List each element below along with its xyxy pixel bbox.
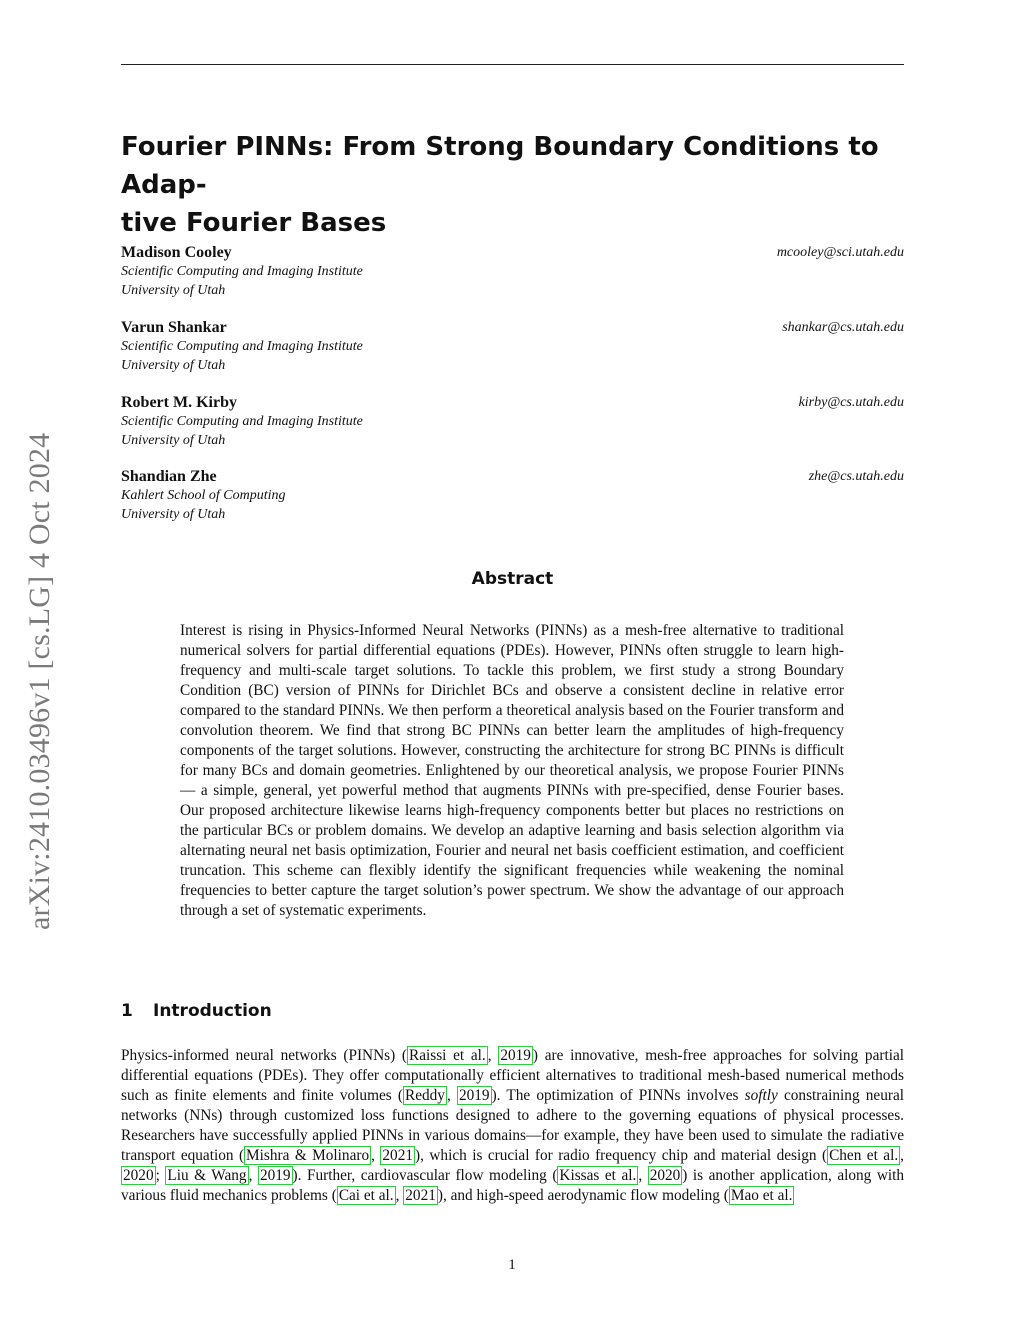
intro-text: ), which is crucial for radio frequency chip and material design ( [415,1147,828,1164]
intro-text: , [446,1087,457,1104]
intro-text: , [371,1147,381,1164]
intro-paragraph [121,1046,904,1206]
intro-text: ) is another application, along with various fluid mechanics problems ( [121,1167,905,1204]
citation-link[interactable]: 2021 [382,1147,413,1164]
citation-link[interactable]: Mishra & Molinaro [246,1147,370,1164]
paper-title [121,128,911,242]
intro-text: ). The optimization of PINNs involves [491,1087,745,1104]
author-block [121,467,904,524]
intro-text: , [248,1167,258,1184]
author-name: Shandian Zhe [121,468,217,485]
author-block [121,243,904,300]
citation-link[interactable]: 2020 [123,1167,154,1184]
author-affiliation: Kahlert School of Computing [121,488,286,503]
author-block [121,393,904,450]
arxiv-identifier: arXiv:2410.03496v1 [cs.LG] 4 Oct 2024 [23,432,56,930]
intro-emphasis: softly [744,1087,778,1104]
intro-text: , [900,1147,904,1164]
author-university: University of Utah [121,358,226,373]
top-rule [121,64,904,65]
intro-text: , [395,1187,404,1204]
citation-link[interactable]: Raissi et al. [409,1047,486,1064]
author-university: University of Utah [121,433,226,448]
intro-text: constraining neural networks (NNs) through customized loss functions designed to adhere to the governing equations of physical processes. Researchers have successfully applied PINNs in various domains—for example, they have been used to simulate the radiative transport equation ( [121,1087,904,1164]
citation-link[interactable]: 2019 [259,1167,291,1184]
citation-link[interactable]: Liu & Wang [167,1167,247,1184]
citation-link[interactable]: Cai et al. [338,1187,394,1204]
citation-link[interactable]: 2019 [500,1047,531,1064]
intro-text: ) are innovative, mesh-free approaches for solving partial differential equations (PDEs). They offer computationally efficient alternatives to traditional mesh-based numerical methods such as finite elements and finite volumes ( [121,1047,904,1104]
abstract-heading: Abstract [471,569,554,589]
title-line-1: Fourier PINNs: From Strong Boundary Conditions to Adap- [121,132,879,200]
section-title: Introduction [153,1001,272,1021]
author-email[interactable]: zhe@cs.utah.edu [808,469,904,484]
author-email[interactable]: mcooley@sci.utah.edu [776,245,904,260]
author-email[interactable]: shankar@cs.utah.edu [782,320,904,335]
author-affiliation: Scientific Computing and Imaging Institute [121,339,363,354]
citation-link[interactable]: 2019 [458,1087,490,1104]
intro-text: Physics-informed neural networks (PINNs) ( [121,1047,408,1064]
author-name: Varun Shankar [121,319,227,336]
author-affiliation: Scientific Computing and Imaging Institute [121,264,363,279]
citation-link[interactable]: 2020 [649,1167,681,1184]
author-affiliation: Scientific Computing and Imaging Institute [121,414,363,429]
intro-text: ). Further, cardiovascular flow modeling ( [292,1167,558,1184]
author-university: University of Utah [121,507,226,522]
citation-link[interactable]: Kissas et al. [559,1167,637,1184]
intro-text: , [487,1047,499,1064]
intro-text: ), and high-speed aerodynamic flow modeling ( [437,1187,729,1204]
section-heading [121,1001,272,1021]
citation-link[interactable]: Mao et al. [730,1187,793,1204]
citation-link[interactable]: Reddy [405,1087,445,1104]
intro-text: , [638,1167,648,1184]
author-block [121,318,904,375]
section-number: 1 [121,1001,133,1021]
citation-link[interactable]: Chen et al. [829,1147,899,1164]
citation-link[interactable]: 2021 [405,1187,436,1204]
abstract-text: Interest is rising in Physics-Informed Neural Networks (PINNs) as a mesh-free alternative to traditional numerical solvers for partial differential equations (PDEs). However, PINNs often struggle to learn high-frequency and multi-scale target solutions. To tackle this problem, we first study a strong Boundary Condition (BC) version of PINNs for Dirichlet BCs and observe a consistent decline in relative error compared to the standard PINNs. We then perform a theoretical analysis based on the Fourier transform and convolution theorem. We find that strong BC PINNs can better learn the amplitudes of high-frequency components of the target solutions. However, constructing the architecture for strong BC PINNs is difficult for many BCs and domain geometries. Enlightened by our theoretical analysis, we propose Fourier PINNs — a simple, general, yet powerful method that augments PINNs with pre-specified, dense Fourier bases. Our proposed architecture likewise learns high-frequency components better but places no restrictions on the particular BCs or problem domains. We develop an adaptive learning and basis selection algorithm via alternating neural net basis optimization, Fourier and neural net basis coefficient estimation, and coefficient truncation. This scheme can flexibly identify the significant frequencies while weakening the nominal frequencies to better capture the target solution’s power spectrum. We show the advantage of our approach through a set of systematic experiments. [180,622,844,919]
intro-text: ; [155,1167,166,1184]
author-university: University of Utah [121,283,226,298]
author-name: Madison Cooley [121,244,232,261]
title-line-2: tive Fourier Bases [121,208,387,238]
author-email[interactable]: kirby@cs.utah.edu [798,395,904,410]
author-name: Robert M. Kirby [121,394,237,411]
page-number: 1 [508,1257,516,1273]
